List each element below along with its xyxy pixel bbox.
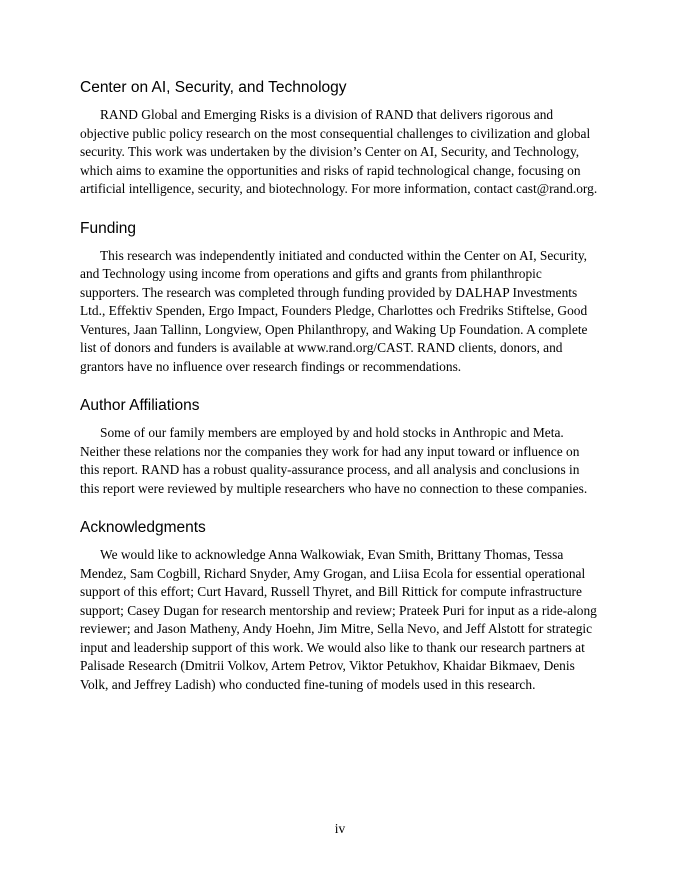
section-acknowledgments: [80, 518, 602, 694]
section-body-center: RAND Global and Emerging Risks is a division of RAND that delivers rigorous and objective public policy research on the most consequential challenges to civilization and global security. This work was undertaken by the division’s Center on AI, Security, and Technology, which aims to examine the opportunities and risks of rapid technological change, focusing on artificial intelligence, security, and biotechnology. For more information, contact cast@rand.org.: [80, 107, 598, 196]
section-heading-acknowledgments: Acknowledgments: [80, 519, 206, 536]
section-heading-center: Center on AI, Security, and Technology: [80, 79, 347, 96]
section-body-acknowledgments: We would like to acknowledge Anna Walkowiak, Evan Smith, Brittany Thomas, Tessa Mendez, Sam Cogbill, Richard Snyder, Amy Grogan, and Liisa Ecola for essential operational support of this effort; Curt Havard, Russell Thyret, and Bill Rittick for compute infrastructure support; Casey Dugan for research mentorship and review; Prateek Puri for input as a ride-along reviewer; and Jason Matheny, Andy Hoehn, Jim Mitre, Sella Nevo, and Jeff Alstott for strategic input and leadership support of this work. We would also like to thank our research partners at Palisade Research (Dmitrii Volkov, Artem Petrov, Viktor Petukhov, Khaidar Bikmaev, Denis Volk, and Jeffrey Ladish) who conducted fine-tuning of models used in this research.: [80, 547, 597, 692]
section-center-on-ai: [80, 78, 602, 199]
section-body-funding: This research was independently initiated and conducted within the Center on AI, Security, and Technology using income from operations and gifts and grants from philanthropic supporters. The research was completed through funding provided by DALHAP Investments Ltd., Effektiv Spenden, Ergo Impact, Founders Pledge, Charlottes och Fredriks Stiftelse, Good Ventures, Jaan Tallinn, Longview, Open Philanthropy, and Waking Up Foundation. A complete list of donors and funders is available at www.rand.org/CAST. RAND clients, donors, and grantors have no influence over research findings or recommendations.: [80, 247, 588, 374]
page-number: iv: [334, 821, 346, 836]
section-author-affiliations: [80, 396, 602, 498]
section-heading-funding: Funding: [80, 219, 137, 237]
document-page: [80, 78, 602, 694]
section-funding: [80, 219, 602, 377]
section-heading-affiliations: Author Affiliations: [80, 397, 200, 414]
section-body-affiliations: Some of our family members are employed by and hold stocks in Anthropic and Meta. Neither these relations nor the companies they work for had any input toward or influence on this report. RAND has a robust quality-assurance process, and all analysis and conclusions in this report were reviewed by multiple researchers who have no connection to these companies.: [80, 425, 588, 496]
